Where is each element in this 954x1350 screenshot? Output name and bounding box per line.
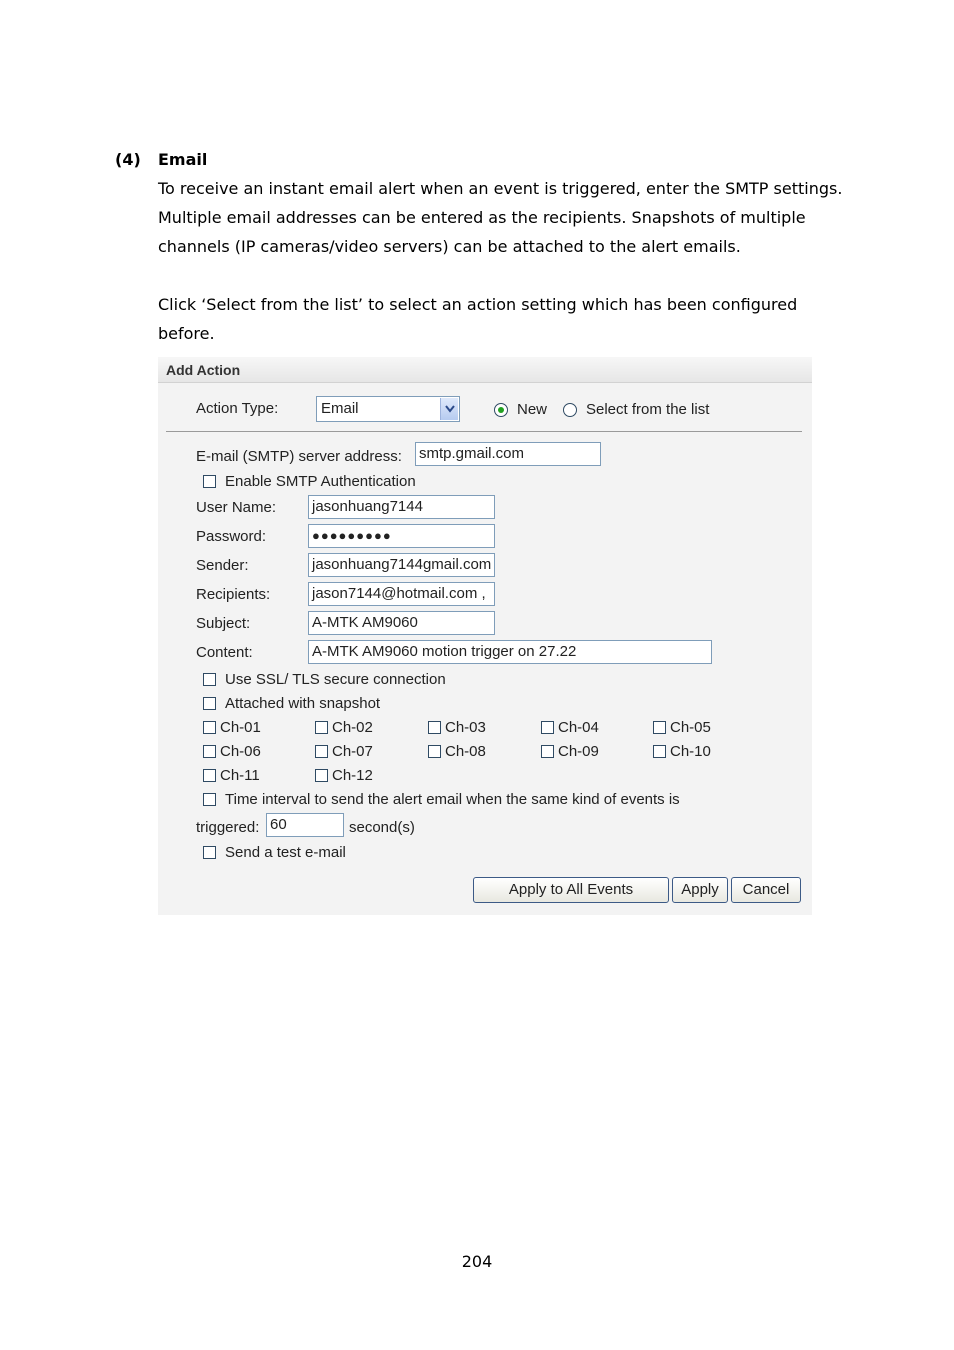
test-email-checkbox[interactable] [203, 846, 216, 859]
enable-auth-label: Enable SMTP Authentication [225, 473, 416, 490]
channel-checkbox[interactable] [428, 745, 441, 758]
password-input[interactable]: ●●●●●●●●● [308, 524, 495, 548]
smtp-label: E-mail (SMTP) server address: [196, 448, 402, 465]
channel-label: Ch-05 [670, 719, 711, 736]
channel-label: Ch-08 [445, 743, 486, 760]
username-input[interactable]: jasonhuang7144 [308, 495, 495, 519]
action-type-value: Email [321, 400, 359, 417]
channel-label: Ch-03 [445, 719, 486, 736]
snapshot-checkbox[interactable] [203, 697, 216, 710]
channel-label: Ch-01 [220, 719, 261, 736]
section-title: Email [158, 150, 208, 169]
action-type-select[interactable] [316, 396, 460, 422]
test-email-label: Send a test e-mail [225, 844, 346, 861]
content-label: Content: [196, 644, 253, 661]
sender-input[interactable]: jasonhuang7144gmail.com [308, 553, 495, 577]
enable-auth-checkbox[interactable] [203, 475, 216, 488]
radio-selected-dot [498, 407, 504, 413]
channel-checkbox[interactable] [203, 769, 216, 782]
ssl-label: Use SSL/ TLS secure connection [225, 671, 446, 688]
divider [166, 431, 802, 432]
channel-label: Ch-07 [332, 743, 373, 760]
chevron-down-icon[interactable] [440, 398, 458, 420]
channel-label: Ch-09 [558, 743, 599, 760]
channel-checkbox[interactable] [653, 745, 666, 758]
intro-line: channels (IP cameras/video servers) can be attached to the alert emails. [158, 237, 741, 256]
channel-checkbox[interactable] [315, 721, 328, 734]
interval-triggered-label: triggered: [196, 819, 260, 836]
subject-label: Subject: [196, 615, 251, 632]
channel-label: Ch-02 [332, 719, 373, 736]
dialog-title: Add Action [158, 357, 812, 383]
username-label: User Name: [196, 499, 277, 516]
intro-paragraph [158, 174, 858, 261]
channel-checkbox[interactable] [203, 721, 216, 734]
channel-checkbox[interactable] [428, 721, 441, 734]
channel-checkbox[interactable] [653, 721, 666, 734]
channel-label: Ch-04 [558, 719, 599, 736]
radio-new[interactable] [494, 403, 508, 417]
channel-checkbox[interactable] [315, 769, 328, 782]
radio-new-label: New [517, 401, 548, 418]
select-note-paragraph [158, 290, 858, 348]
page-number: 204 [461, 1252, 493, 1271]
action-type-label: Action Type: [196, 400, 279, 417]
interval-unit: second(s) [349, 819, 415, 836]
apply-button[interactable]: Apply [672, 877, 728, 903]
add-action-dialog [158, 357, 812, 915]
channel-label: Ch-10 [670, 743, 711, 760]
radio-select-from-list[interactable] [563, 403, 577, 417]
subject-input[interactable]: A-MTK AM9060 [308, 611, 495, 635]
channel-label: Ch-06 [220, 743, 261, 760]
ssl-checkbox[interactable] [203, 673, 216, 686]
interval-label: Time interval to send the alert email when the same kind of events is [225, 791, 680, 808]
radio-select-label: Select from the list [586, 401, 710, 418]
channel-checkbox[interactable] [315, 745, 328, 758]
channel-label: Ch-12 [332, 767, 373, 784]
select-note-line: Click ‘Select from the list’ to select an action setting which has been configured [158, 295, 798, 314]
recipients-input[interactable]: jason7144@hotmail.com , [308, 582, 495, 606]
password-label: Password: [196, 528, 267, 545]
interval-input[interactable]: 60 [266, 813, 344, 837]
intro-line: Multiple email addresses can be entered as the recipients. Snapshots of multiple [158, 208, 806, 227]
select-note-line: before. [158, 324, 215, 343]
intro-line: To receive an instant email alert when an event is triggered, enter the SMTP settings. [158, 179, 843, 198]
channel-checkbox[interactable] [541, 721, 554, 734]
smtp-server-input[interactable]: smtp.gmail.com [415, 442, 601, 466]
content-input[interactable]: A-MTK AM9060 motion trigger on 27.22 [308, 640, 712, 664]
section-number: (4) [115, 150, 141, 169]
channel-checkbox[interactable] [541, 745, 554, 758]
channel-label: Ch-11 [220, 767, 260, 784]
cancel-button[interactable]: Cancel [731, 877, 801, 903]
channel-checkbox[interactable] [203, 745, 216, 758]
snapshot-label: Attached with snapshot [225, 695, 381, 712]
recipients-label: Recipients: [196, 586, 271, 603]
interval-checkbox[interactable] [203, 793, 216, 806]
apply-to-all-events-button[interactable]: Apply to All Events [473, 877, 669, 903]
sender-label: Sender: [196, 557, 249, 574]
